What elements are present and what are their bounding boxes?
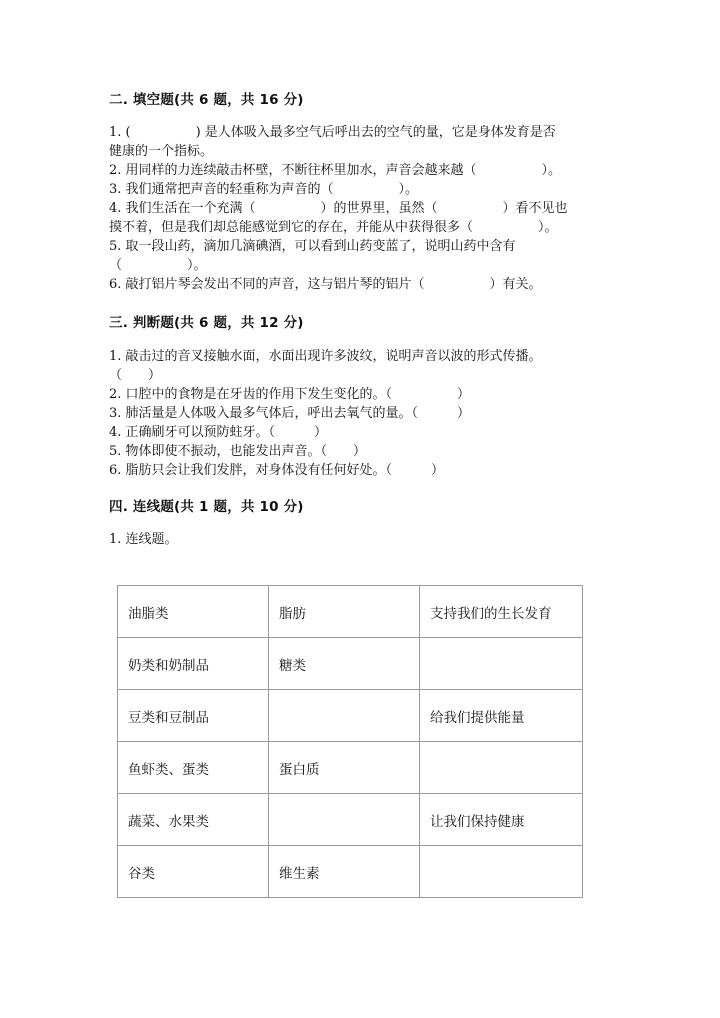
function-cell (420, 742, 583, 794)
fill-blank-line: 1. ( ) 是人体吸入最多空气后呼出去的空气的量，它是身体发育是否 (109, 125, 556, 140)
fill-blank-line: 6. 敲打铝片琴会发出不同的声音，这与铝片琴的铝片（ ）有关。 (109, 277, 542, 292)
table-row (118, 846, 583, 898)
nutrient-cell (269, 794, 420, 846)
nutrient-cell (269, 690, 420, 742)
judge-line: 5. 物体即使不振动，也能发出声音。（ ） (109, 444, 367, 459)
nutrient-cell[interactable]: 维生素 (269, 846, 420, 898)
function-cell[interactable]: 支持我们的生长发育 (420, 586, 583, 638)
food-group-cell[interactable]: 奶类和奶制品 (118, 638, 269, 690)
match-question: 1. 连线题。 (109, 532, 178, 547)
section-title-fill-blank: 二. 填空题(共 6 题，共 16 分) (109, 92, 304, 108)
fill-blank-line: （ ）。 (109, 258, 207, 273)
nutrient-cell[interactable]: 脂肪 (269, 586, 420, 638)
function-cell[interactable]: 让我们保持健康 (420, 794, 583, 846)
nutrient-cell[interactable]: 糖类 (269, 638, 420, 690)
section-title-match: 四. 连线题(共 1 题，共 10 分) (109, 499, 304, 515)
fill-blank-line: 4. 我们生活在一个充满（ ）的世界里，虽然（ ）看不见也 (109, 201, 568, 216)
matching-table (117, 585, 583, 898)
fill-blank-line: 3. 我们通常把声音的轻重称为声音的（ ）。 (109, 182, 419, 197)
table-row (118, 690, 583, 742)
table-row (118, 586, 583, 638)
table-row (118, 742, 583, 794)
food-group-cell[interactable]: 豆类和豆制品 (118, 690, 269, 742)
nutrient-cell[interactable]: 蛋白质 (269, 742, 420, 794)
judge-line: 3. 肺活量是人体吸入最多气体后，呼出去氧气的量。（ ） (109, 406, 471, 421)
section-title-judge: 三. 判断题(共 6 题，共 12 分) (109, 315, 304, 331)
function-cell[interactable]: 给我们提供能量 (420, 690, 583, 742)
fill-blank-line: 摸不着，但是我们却总能感觉到它的存在，并能从中获得很多（ ）。 (109, 220, 558, 235)
judge-line: 4. 正确刷牙可以预防蛀牙。（ ） (109, 425, 328, 440)
fill-blank-line: 2. 用同样的力连续敲击杯壁，不断往杯里加水，声音会越来越（ ）。 (109, 163, 562, 178)
food-group-cell[interactable]: 谷类 (118, 846, 269, 898)
table-row (118, 638, 583, 690)
judge-line: 2. 口腔中的食物是在牙齿的作用下发生变化的。（ ） (109, 387, 471, 402)
fill-blank-line: 健康的一个指标。 (109, 144, 214, 159)
judge-line: （ ） (109, 368, 162, 383)
food-group-cell[interactable]: 蔬菜、水果类 (118, 794, 269, 846)
food-group-cell[interactable]: 鱼虾类、蛋类 (118, 742, 269, 794)
food-group-cell[interactable]: 油脂类 (118, 586, 269, 638)
judge-line: 6. 脂肪只会让我们发胖，对身体没有任何好处。（ ） (109, 463, 445, 478)
judge-line: 1. 敲击过的音叉接触水面，水面出现许多波纹，说明声音以波的形式传播。 (109, 349, 542, 364)
function-cell (420, 638, 583, 690)
table-row (118, 794, 583, 846)
fill-blank-line: 5. 取一段山药，滴加几滴碘酒，可以看到山药变蓝了，说明山药中含有 (109, 239, 516, 254)
function-cell (420, 846, 583, 898)
